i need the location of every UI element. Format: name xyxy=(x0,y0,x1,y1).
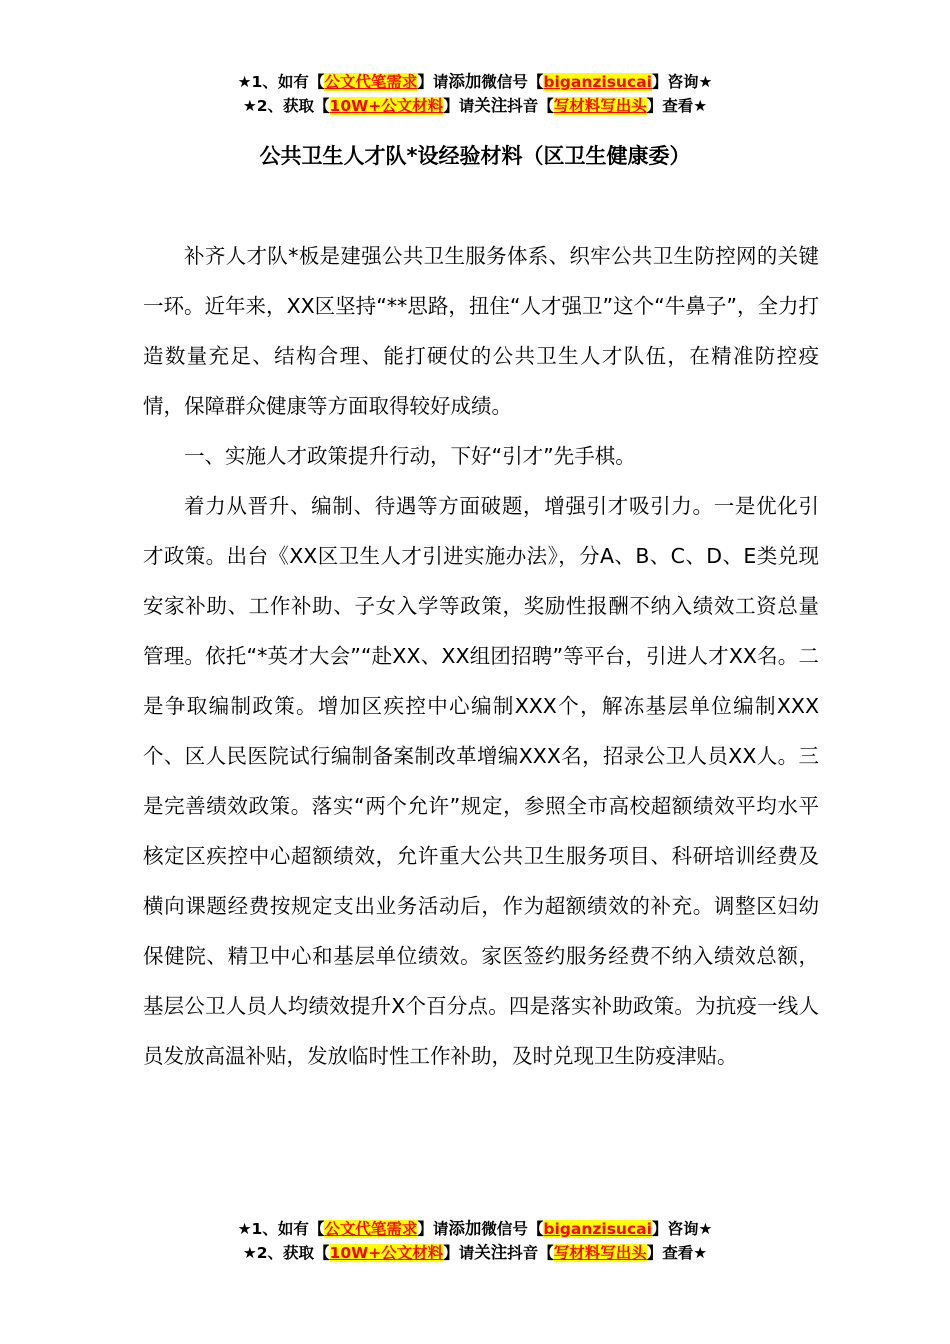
promo-text: 】请 xyxy=(443,97,475,115)
wechat-id: biganzisucai xyxy=(543,1220,652,1238)
highlight-text: 公文代笔需求 xyxy=(324,73,418,91)
highlight-text: 10W+公文材料 xyxy=(329,97,444,115)
promo-text: ★1、如有【 xyxy=(237,1220,325,1238)
promo-text: ★2、获取【 xyxy=(242,1244,330,1262)
emphasis-text: 添加 xyxy=(448,72,482,91)
promo-text: 】请 xyxy=(417,73,449,91)
paragraph-section-1: 着力从晋升、编制、待遇等方面破题，增强引才吸引力。一是优化引才政策。出台《XX区卫生人才引进实施办法》，分A、B、C、D、E类兑现安家补助、工作补助、子女入学等政策，奖励性报酬不纳入绩效工资总量管理。依托“*英才大会”“赴XX、XX组团招聘”等平台，引进人才XX名。二是争取编制政策。增加区疾控中心编制XXX个，解冻基层单位编制XXX个、区人民医院试行编制备案制改革增编XXX名，招录公卫人员XX人。三是完善绩效政策。落实“两个允许”规定，参照全市高校超额绩效平均水平核定区疾控中心超额绩效，允许重大公共卫生服务项目、科研培训经费及横向课题经费按规定支出业务活动后，作为超额绩效的补充。调整区妇幼保健院、精卫中心和基层单位绩效。家医签约服务经费不纳入绩效总额，基层公卫人员人均绩效提升X个百分点。四是落实补助政策。为抗疫一线人员发放高温补贴，发放临时性工作补助，及时兑现卫生防疫津贴。 xyxy=(143,494,819,1068)
highlight-text: 公文代笔需求 xyxy=(324,1220,418,1238)
promo-text: 抖音【 xyxy=(507,97,554,115)
highlight-text: 10W+公文材料 xyxy=(329,1244,444,1262)
wechat-id: biganzisucai xyxy=(543,73,652,91)
promo-text: ★2、获取【 xyxy=(242,97,330,115)
emphasis-text: 添加 xyxy=(448,1219,482,1238)
section-heading: 一、实施人才政策提升行动，下好“引才”先手棋。 xyxy=(184,444,636,468)
promo-line-1 xyxy=(0,70,950,94)
promo-text: 抖音【 xyxy=(507,1244,554,1262)
douyin-id: 写材料写出头 xyxy=(553,1244,647,1262)
douyin-id: 写材料写出头 xyxy=(553,97,647,115)
emphasis-text: 关注 xyxy=(474,96,508,115)
promo-text: 】请 xyxy=(417,1220,449,1238)
promo-text: 】查看★ xyxy=(646,1244,708,1262)
promo-line-2 xyxy=(0,94,950,118)
promo-text: 微信号【 xyxy=(481,73,544,91)
promo-line-1 xyxy=(0,1217,950,1241)
document-body xyxy=(143,231,819,1081)
promo-text: 】查看★ xyxy=(646,97,708,115)
document-title: 公共卫生人才队*设经验材料（区卫生健康委） xyxy=(259,144,691,168)
promo-text: 】请 xyxy=(443,1244,475,1262)
promo-text: 微信号【 xyxy=(481,1220,544,1238)
emphasis-text: 关注 xyxy=(474,1243,508,1262)
promo-text: 】咨询★ xyxy=(651,1220,713,1238)
promo-banner-top xyxy=(0,70,950,118)
promo-line-2 xyxy=(0,1241,950,1265)
promo-text: 】咨询★ xyxy=(651,73,713,91)
paragraph-intro: 补齐人才队*板是建强公共卫生服务体系、织牢公共卫生防控网的关键一环。近年来，XX区坚持“**思路，扭住“人才强卫”这个“牛鼻子”，全力打造数量充足、结构合理、能打硬仗的公共卫生人才队伍，在精准防控疫情，保障群众健康等方面取得较好成绩。 xyxy=(143,244,819,418)
promo-text: ★1、如有【 xyxy=(237,73,325,91)
promo-banner-bottom xyxy=(0,1217,950,1265)
